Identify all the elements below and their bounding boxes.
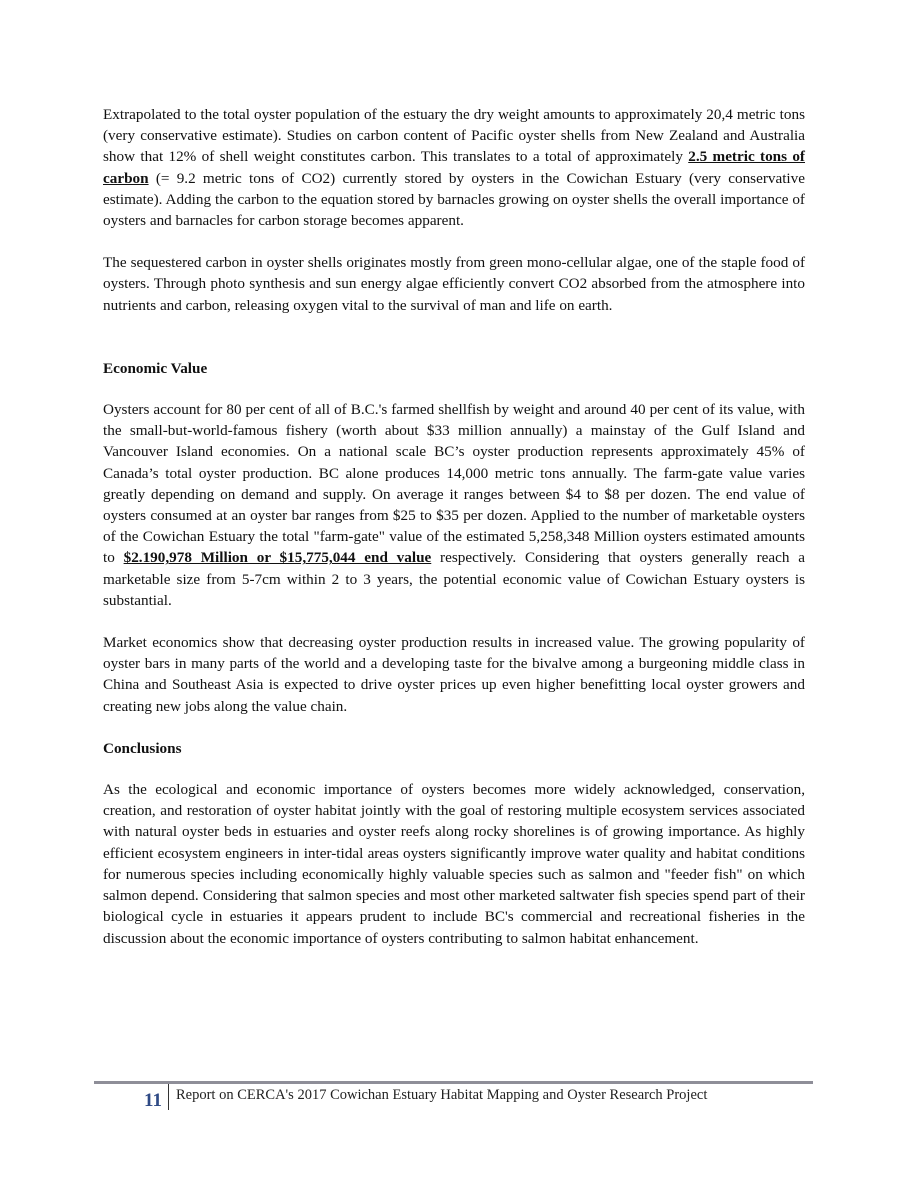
value-total-highlight: $2.190,978 Million or $15,775,044 end value [123, 549, 432, 567]
paragraph-text: (= 9.2 metric tons of CO2) currently stored by oysters in the Cowichan Estuary (very conservative estimate). Adding the carbon to the equation stored by barnacles growing on oyster shells the overall importance of oysters and barnacles for carbon storage becomes apparent. [103, 169, 805, 230]
paragraph-carbon-estimate [103, 104, 805, 231]
paragraph-conclusions: As the ecological and economic importance of oysters becomes more widely acknowledged, conservation, creation, and restoration of oyster habitat jointly with the goal of restoring multiple ecosystem services associated with natural oyster beds in estuaries and oyster reefs along rocky shorelines is of growing importance. As highly efficient ecosystem engineers in inter-tidal areas oysters significantly improve water quality and habitat conditions for numerous species including economically highly valuable species such as salmon and "feeder fish" on which salmon depend. Considering that salmon species and most other marketed saltwater fish species spend part of their biological cycle in estuaries it appears prudent to include BC's commercial and recreational fisheries in the discussion about the economic importance of oysters contributing to salmon habitat enhancement. [103, 781, 805, 947]
footer-divider [168, 1084, 169, 1110]
paragraph-economic-value [103, 399, 805, 611]
footer-report-title: Report on CERCA's 2017 Cowichan Estuary Habitat Mapping and Oyster Research Project [176, 1087, 708, 1103]
paragraph-text: Oysters account for 80 per cent of all of B.C.'s farmed shellfish by weight and around 40 per cent of its value, with the small-but-world-famous fishery (worth about $33 million annually) a mainstay of the Gulf Island and Vancouver Island economies. On a national scale BC’s oyster production represents approximately 45% of Canada’s total oyster production. BC alone produces 14,000 metric tons annually. The farm-gate value varies greatly depending on demand and supply. On average it ranges between $4 to $8 per dozen. The end value of oysters consumed at an oyster bar ranges from $25 to $35 per dozen. Applied to the number of marketable oysters of the Cowichan Estuary the total "farm-gate" value of the estimated 5,258,348 Million oysters estimated amounts to [103, 401, 805, 567]
heading-conclusions: Conclusions [103, 739, 182, 757]
page-number: 11 [144, 1090, 162, 1111]
carbon-total-highlight: 2.5 metric tons of carbon [103, 148, 805, 187]
page-content [103, 104, 805, 949]
paragraph-market-economics: Market economics show that decreasing oyster production results in increased value. The growing popularity of oyster bars in many parts of the world and a developing taste for the bivalve among a burgeoning middle class in China and Southeast Asia is expected to drive oyster prices up even higher benefitting local oyster growers and creating new jobs along the value chain. [103, 634, 805, 715]
footer-rule [94, 1081, 813, 1084]
paragraph-text: Extrapolated to the total oyster population of the estuary the dry weight amounts to approximately 20,4 metric tons (very conservative estimate). Studies on carbon content of Pacific oyster shells from New Zealand and Australia show that 12% of shell weight constitutes carbon. This translates to a total of approximately [103, 106, 805, 166]
paragraph-text: respectively. Considering that oysters generally reach a marketable size from 5-7cm within 2 to 3 years, the potential economic value of Cowichan Estuary oysters is substantial. [103, 549, 805, 609]
heading-economic-value: Economic Value [103, 359, 208, 377]
paragraph-sequestered-carbon: The sequestered carbon in oyster shells originates mostly from green mono-cellular algae, one of the staple food of oysters. Through photo synthesis and sun energy algae efficiently convert CO2 absorbed from the atmosphere into nutrients and carbon, releasing oxygen vital to the survival of man and life on earth. [103, 254, 805, 314]
